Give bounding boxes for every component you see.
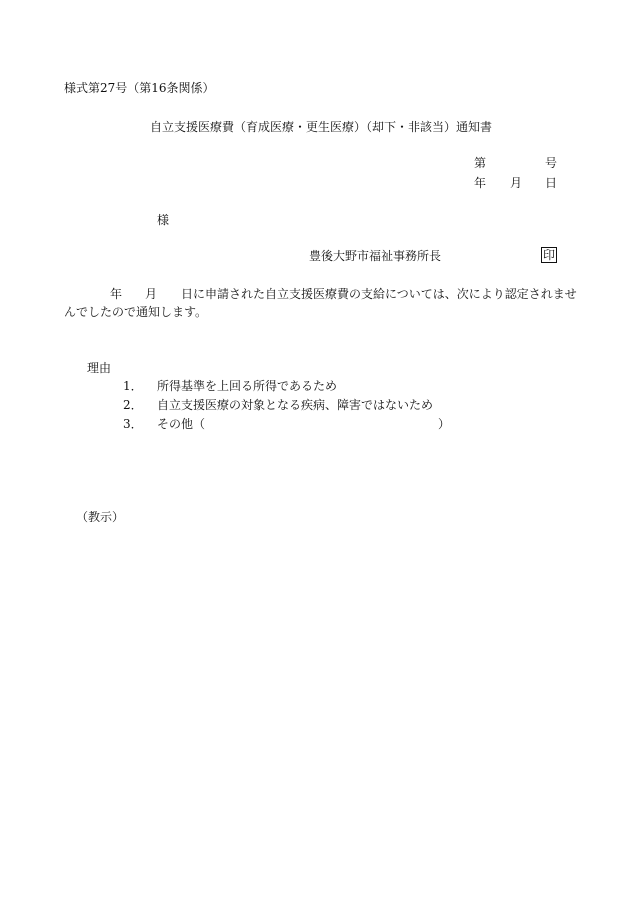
reason-other-close: ） xyxy=(438,417,451,431)
body-text-rest: 日に申請された自立支援医療費の支給については、次により認定されませ xyxy=(181,287,577,301)
document-number-prefix: 第 xyxy=(474,156,487,170)
issue-date-day: 日 xyxy=(545,176,558,190)
reason-text: 自立支援医療の対象となる疾病、障害ではないため xyxy=(157,398,434,412)
reason-text: 所得基準を上回る所得であるため xyxy=(157,379,338,393)
document-title: 自立支援医療費（育成医療・更生医療）（却下・非該当）通知書 xyxy=(150,120,493,134)
reasons-heading: 理由 xyxy=(87,361,112,375)
reason-number: 3． xyxy=(123,417,143,431)
issuer-name: 豊後大野市福祉事務所長 xyxy=(309,249,442,263)
body-text-line-1 xyxy=(110,288,577,300)
body-text-line-2: んでしたので通知します。 xyxy=(64,305,208,319)
body-year: 年 xyxy=(110,287,123,301)
body-month: 月 xyxy=(145,287,158,301)
reason-text: その他（ xyxy=(157,417,206,431)
instruction-heading: （教示） xyxy=(76,510,125,524)
reason-number: 2． xyxy=(123,398,143,412)
issue-date-month: 月 xyxy=(510,176,523,190)
document-number-suffix: 号 xyxy=(545,156,558,170)
seal-box: 印 xyxy=(543,248,556,262)
reason-number: 1． xyxy=(123,379,143,393)
recipient-honorific: 様 xyxy=(157,213,170,227)
form-number: 様式第27号（第16条関係） xyxy=(64,81,215,95)
issue-date-year: 年 xyxy=(474,176,487,190)
